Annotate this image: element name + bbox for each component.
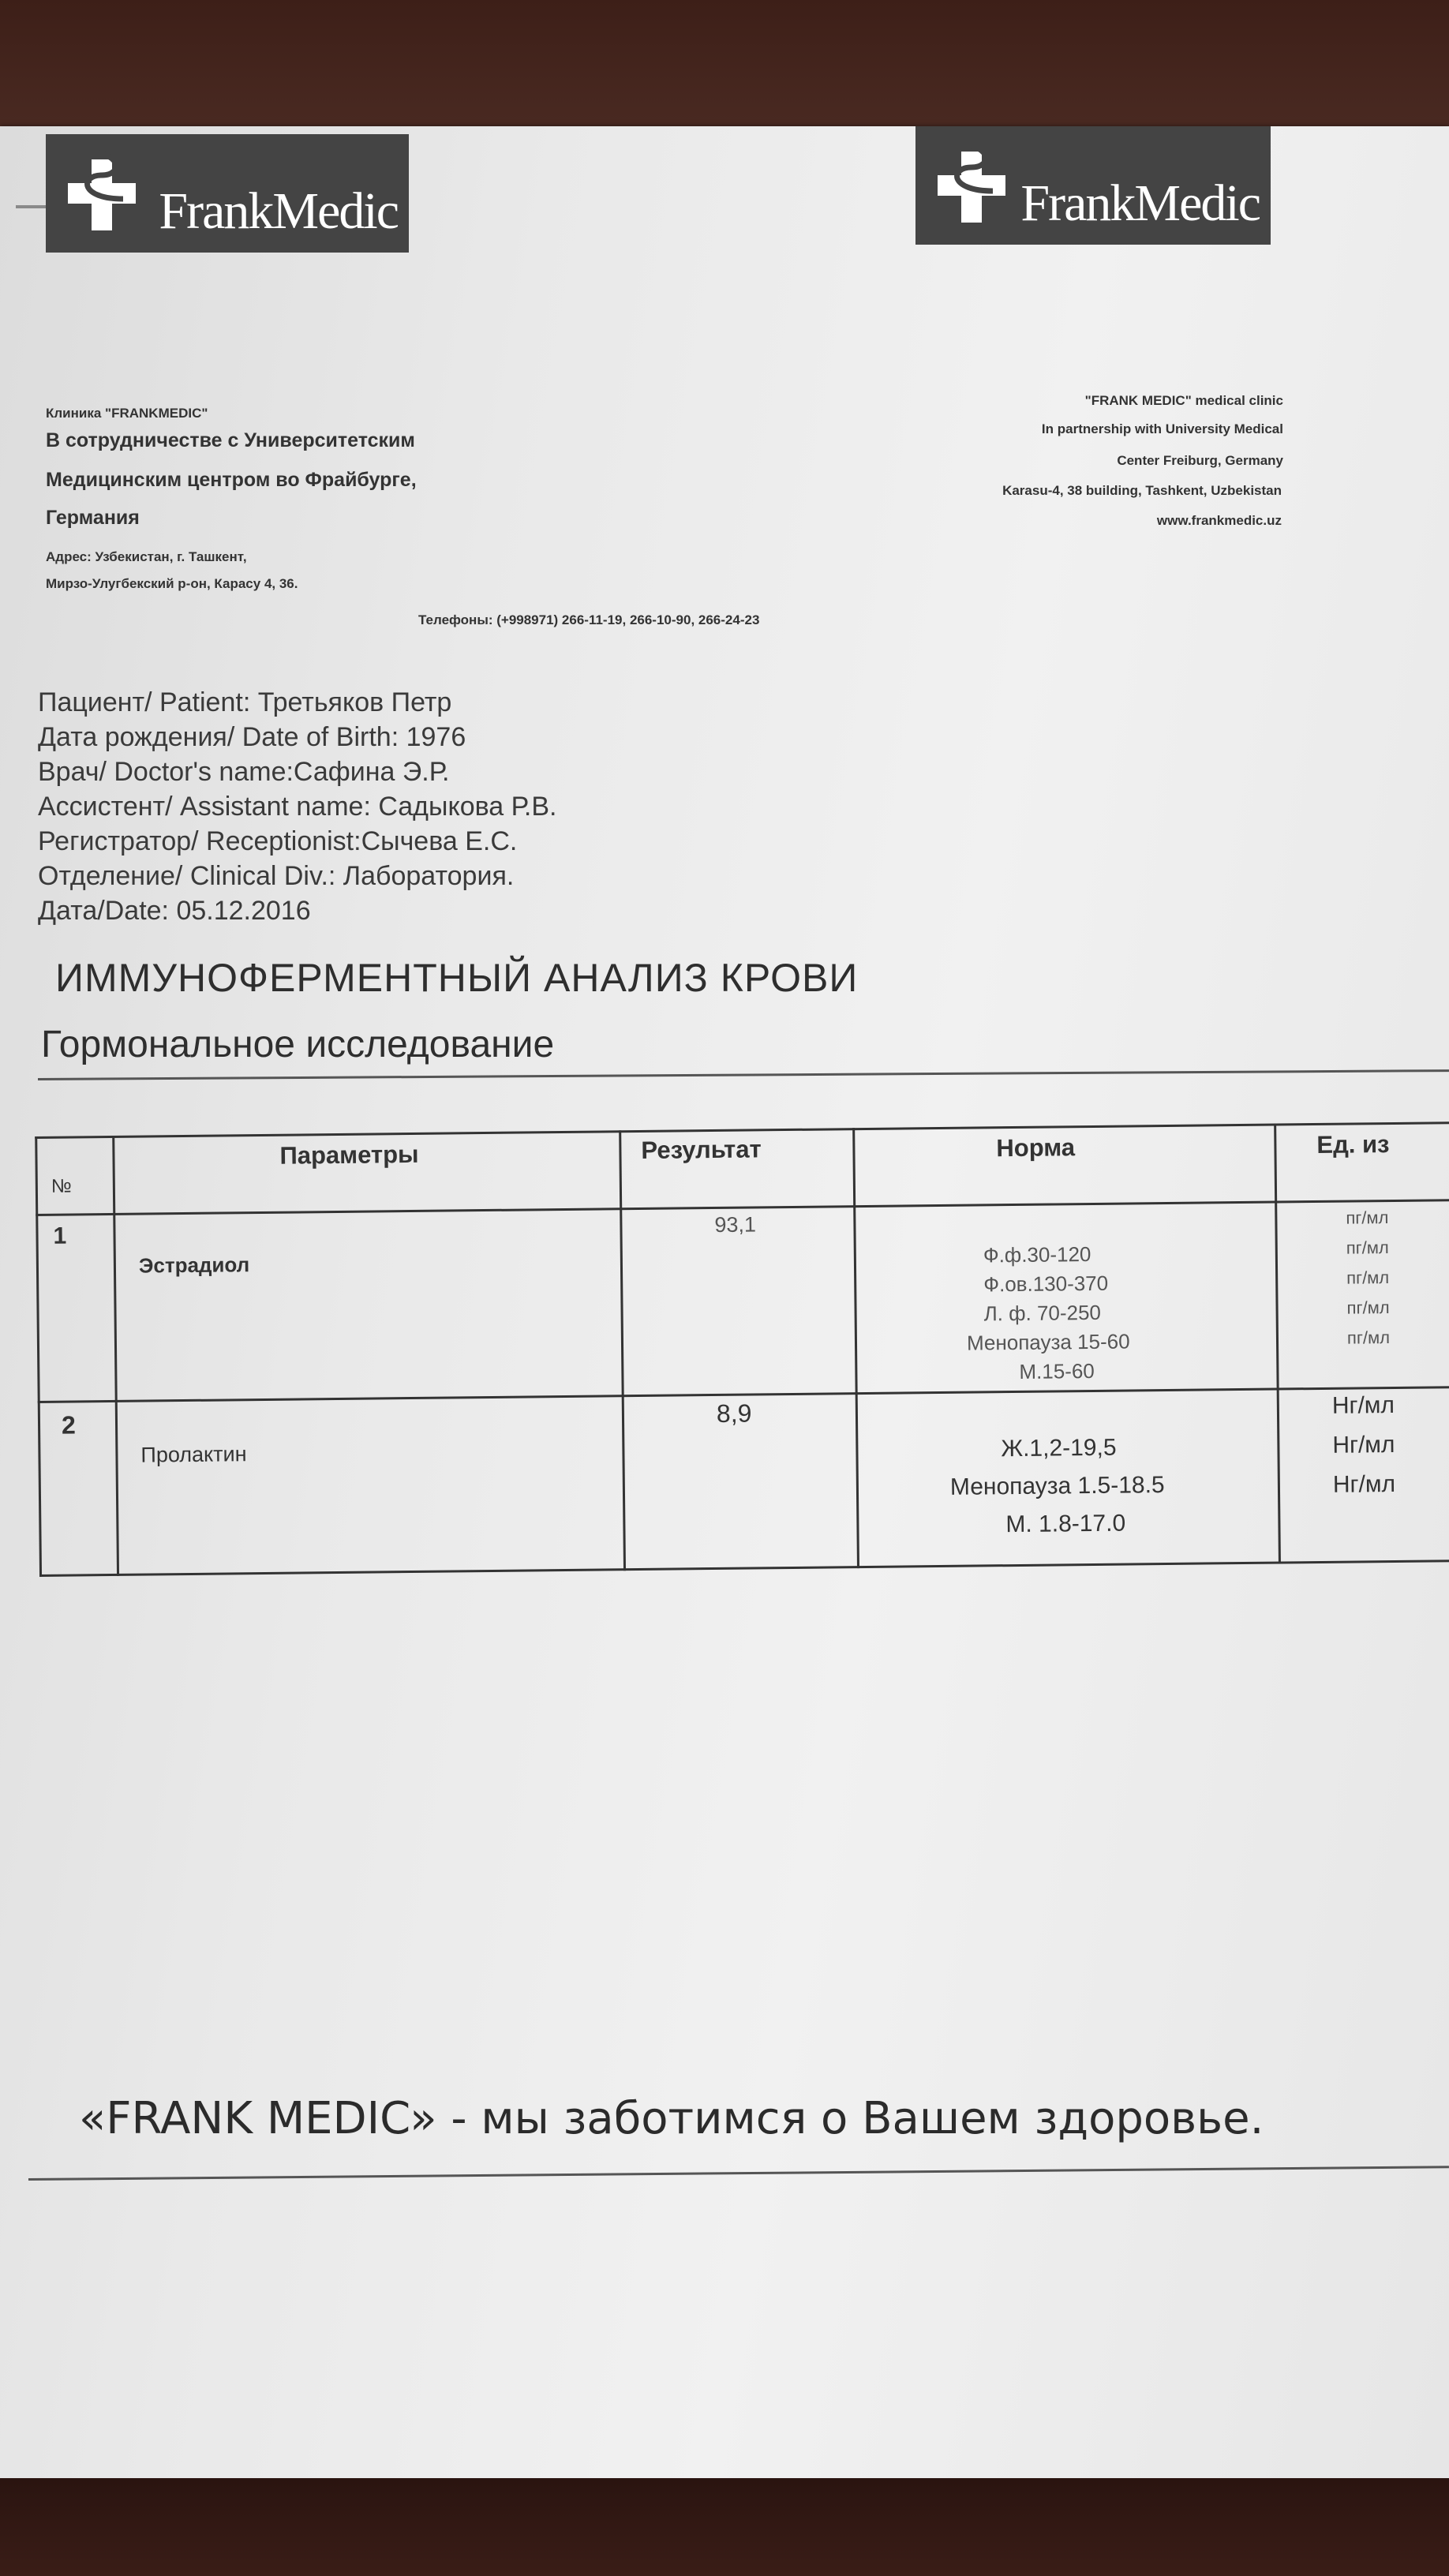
phones: Телефоны: (+998971) 266-11-19, 266-10-90, 266-24-23 (418, 612, 760, 627)
frankmedic-logo-right (915, 126, 1271, 245)
doctor-name: Врач/ Doctor's name:Сафина Э.Р. (38, 757, 450, 787)
unit-value: Нг/мл (1332, 1470, 1396, 1498)
norm-value: Л. ф. 70-250 (983, 1300, 1102, 1326)
partnership-line-1-en: In partnership with University Medical (1041, 421, 1283, 436)
unit-value: Нг/мл (1331, 1391, 1395, 1419)
partnership-line-2-en: Center Freiburg, Germany (1117, 453, 1283, 468)
clinic-name-ru: Клиника "FRANKMEDIC" (46, 406, 208, 421)
header-norm: Норма (996, 1133, 1076, 1163)
unit-value: пг/мл (1346, 1208, 1389, 1228)
norm-value: М.15-60 (1019, 1358, 1095, 1383)
assistant-name: Ассистент/ Assistant name: Садыкова Р.В. (38, 792, 557, 822)
clinical-division: Отделение/ Clinical Div.: Лаборатория. (38, 861, 515, 891)
report-title: ИММУНОФЕРМЕНТНЫЙ АНАЛИЗ КРОВИ (55, 956, 859, 1000)
parameter-name: Эстрадиол (138, 1252, 250, 1278)
logo-wordmark: FrankMedic (1020, 174, 1260, 232)
column-divider (852, 1128, 859, 1568)
unit-value: пг/мл (1346, 1297, 1390, 1318)
result-value: 8,9 (716, 1398, 752, 1428)
report-subtitle: Гормональное исследование (41, 1024, 555, 1065)
patient-name: Пациент/ Patient: Третьяков Петр (38, 687, 452, 717)
receptionist-name: Регистратор/ Receptionist:Сычева Е.С. (38, 826, 518, 856)
background-bottom (0, 2478, 1449, 2576)
results-table (35, 1106, 1449, 1582)
header-parameters: Параметры (279, 1140, 419, 1170)
result-value: 93,1 (714, 1212, 757, 1237)
date-of-birth: Дата рождения/ Date of Birth: 1976 (38, 722, 466, 752)
column-divider (1274, 1124, 1281, 1564)
unit-value: пг/мл (1346, 1237, 1389, 1258)
unit-value: пг/мл (1346, 1327, 1391, 1348)
row-number: 2 (61, 1410, 77, 1440)
logo-wordmark: FrankMedic (159, 182, 398, 240)
address-line-1-ru: Адрес: Узбекистан, г. Ташкент, (46, 549, 247, 564)
address-en: Karasu-4, 38 building, Tashkent, Uzbekistan (1002, 483, 1282, 498)
report-date: Дата/Date: 05.12.2016 (38, 896, 311, 926)
norm-value: Ж.1,2-19,5 (1001, 1434, 1117, 1462)
header-units: Ед. из (1316, 1130, 1390, 1159)
website: www.frankmedic.uz (1156, 513, 1282, 528)
background-top (0, 0, 1449, 134)
header-result: Результат (641, 1135, 762, 1164)
clinic-name-en: "FRANK MEDIC" medical clinic (1084, 393, 1283, 408)
caduceus-cross-icon (930, 136, 1017, 230)
unit-value: Нг/мл (1332, 1431, 1395, 1458)
norm-value: Менопауза 15-60 (966, 1329, 1130, 1355)
header-number: № (51, 1175, 72, 1197)
partnership-line-1-ru: В сотрудничестве с Университетским (46, 429, 415, 451)
column-divider (619, 1130, 626, 1571)
partnership-line-3-ru: Германия (46, 507, 140, 529)
norm-value: Ф.ов.130-370 (983, 1271, 1109, 1297)
unit-value: пг/мл (1346, 1267, 1390, 1288)
patient-info (38, 685, 557, 928)
address-line-2-ru: Мирзо-Улугбекский р-он, Карасу 4, 36. (46, 576, 298, 591)
norm-value: М. 1.8-17.0 (1005, 1510, 1126, 1538)
footer-slogan: «FRANK MEDIC» - мы заботимся о Вашем здоровье. (79, 2093, 1264, 2144)
column-divider (112, 1136, 119, 1576)
caduceus-cross-icon (60, 144, 147, 238)
row-number: 1 (53, 1222, 67, 1249)
frankmedic-logo-left (46, 134, 409, 253)
partnership-line-2-ru: Медицинским центром во Фрайбурге, (46, 469, 417, 491)
parameter-name: Пролактин (140, 1442, 247, 1467)
norm-value: Ф.ф.30-120 (983, 1241, 1091, 1267)
norm-value: Менопауза 1.5-18.5 (949, 1472, 1165, 1500)
